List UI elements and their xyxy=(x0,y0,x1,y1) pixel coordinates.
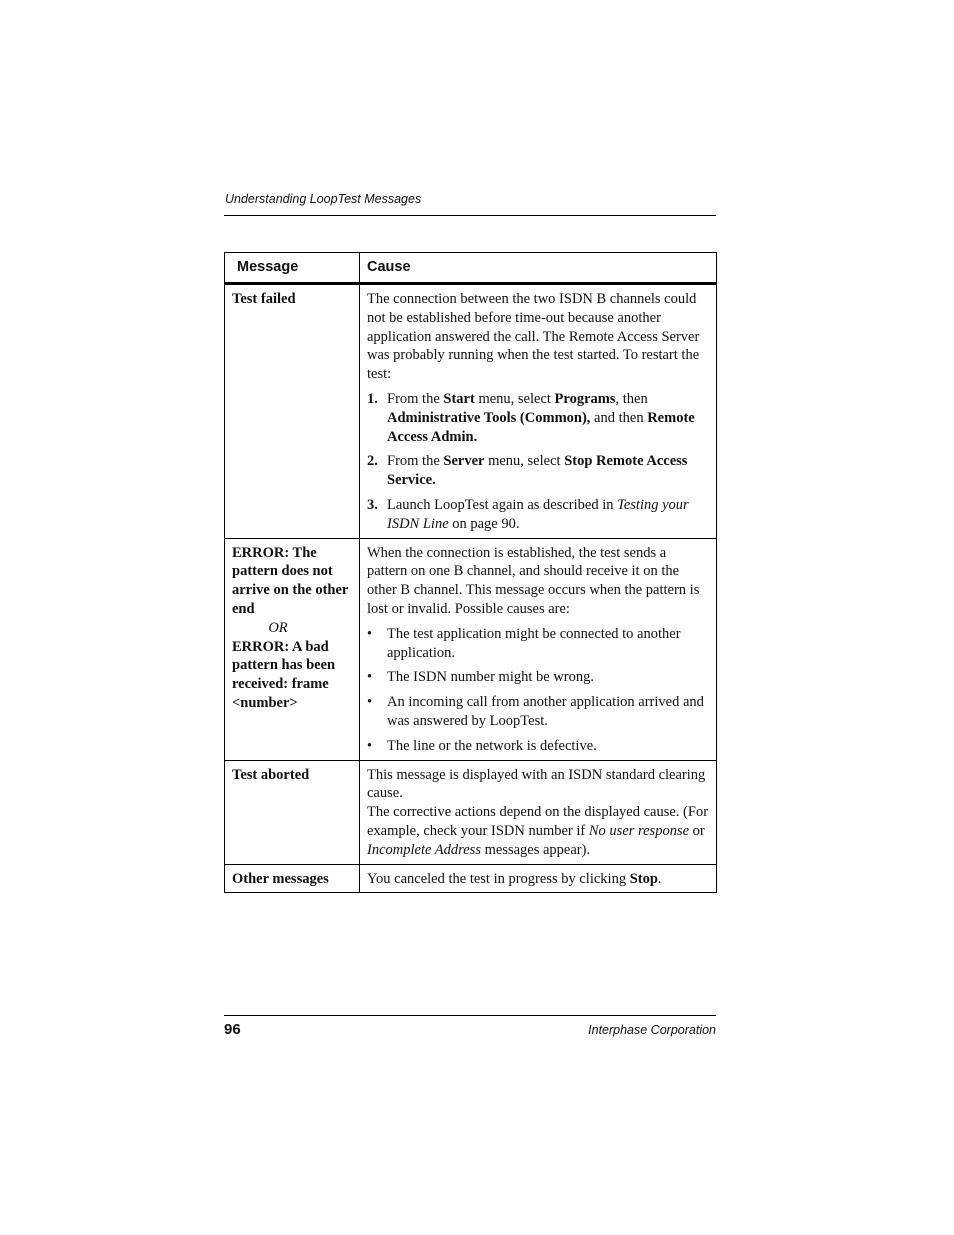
cause-fragment: messages appear). xyxy=(480,841,591,858)
message-text: Other messages xyxy=(232,870,329,887)
bullet-icon: • xyxy=(367,669,373,686)
running-header: Understanding LoopTest Messages xyxy=(225,192,422,206)
cause-text: This message is displayed with an ISDN standard clearing cause. xyxy=(367,766,706,802)
message-cell xyxy=(225,864,360,893)
message-text: Test failed xyxy=(232,291,296,307)
list-item xyxy=(367,390,709,446)
step-text: From the xyxy=(387,390,444,407)
cross-reference: Testing your ISDN Line xyxy=(387,496,689,532)
bullet-text: The test application might be connected to another application. xyxy=(387,625,681,661)
restart-steps-list xyxy=(367,390,709,534)
list-item xyxy=(367,668,709,687)
menu-name: Server xyxy=(443,453,485,470)
table-row xyxy=(225,284,717,539)
menu-name: Programs xyxy=(554,390,616,407)
list-item xyxy=(367,452,709,490)
message-cell xyxy=(225,284,360,539)
loop-test-messages-table xyxy=(224,252,717,893)
or-separator: OR xyxy=(268,619,288,636)
step-text: From the xyxy=(387,453,444,470)
cause-fragment: You canceled the test in progress by clicking xyxy=(367,870,630,887)
cause-fragment: . xyxy=(657,870,662,887)
step-number: 1. xyxy=(367,390,378,407)
footer-rule xyxy=(224,1015,716,1016)
bullet-icon: • xyxy=(367,625,373,642)
list-item xyxy=(367,625,709,663)
step-text: Launch LoopTest again as described in xyxy=(387,496,618,513)
bullet-text: The line or the network is defective. xyxy=(387,737,597,754)
message-text: ERROR: A bad pattern has been received: frame <number> xyxy=(232,638,336,711)
cause-cell xyxy=(360,760,717,864)
step-text: and then xyxy=(590,409,648,426)
cause-cell xyxy=(360,864,717,893)
menu-name: Remote Access Admin. xyxy=(387,409,695,445)
menu-name: Start xyxy=(443,390,475,407)
column-header-message: Message xyxy=(225,253,360,284)
list-item xyxy=(367,693,709,731)
message-cell xyxy=(225,760,360,864)
cause-term: Incomplete Address xyxy=(367,841,481,858)
cause-cell xyxy=(360,538,717,760)
cause-fragment: or xyxy=(689,822,705,839)
bullet-icon: • xyxy=(367,737,373,754)
step-text: , then xyxy=(615,390,648,407)
cause-intro: The connection between the two ISDN B channels could not be established before time-out because another application answered the call. The Remote Access Server was probably running when the test started. To restart the test: xyxy=(367,291,700,383)
page-number: 96 xyxy=(224,1021,241,1038)
cause-cell xyxy=(360,284,717,539)
cause-fragment: The corrective actions depend on the displayed cause. (For example, check your ISDN number if xyxy=(367,804,709,839)
cause-term: No user response xyxy=(588,822,690,839)
bullet-icon: • xyxy=(367,694,373,711)
table-row xyxy=(225,760,717,864)
company-name: Interphase Corporation xyxy=(588,1023,716,1037)
list-item xyxy=(367,496,709,534)
cause-text xyxy=(367,803,709,859)
list-item xyxy=(367,737,709,756)
bullet-text: An incoming call from another application arrived and was answered by LoopTest. xyxy=(387,694,704,729)
stop-button-name: Stop xyxy=(629,870,658,887)
message-text: ERROR: The pattern does not arrive on the other end xyxy=(232,544,349,617)
table-header-row xyxy=(225,253,717,284)
step-text: menu, select xyxy=(484,453,565,470)
possible-causes-list xyxy=(367,625,709,756)
message-text: Test aborted xyxy=(232,766,310,783)
step-number: 3. xyxy=(367,496,378,513)
menu-name: Administrative Tools (Common), xyxy=(387,409,591,426)
step-number: 2. xyxy=(367,453,378,470)
header-rule xyxy=(224,215,716,216)
table-row xyxy=(225,538,717,760)
column-header-cause: Cause xyxy=(360,253,717,284)
table-row xyxy=(225,864,717,893)
menu-name: Stop Remote Access Service. xyxy=(387,453,688,489)
step-text: on page 90. xyxy=(448,515,520,532)
step-text: menu, select xyxy=(474,390,555,407)
message-cell xyxy=(225,538,360,760)
bullet-text: The ISDN number might be wrong. xyxy=(387,669,594,686)
cause-intro: When the connection is established, the test sends a pattern on one B channel, and should receive it on the other B channel. This message occurs when the pattern is lost or invalid. Possible causes are: xyxy=(367,544,700,617)
